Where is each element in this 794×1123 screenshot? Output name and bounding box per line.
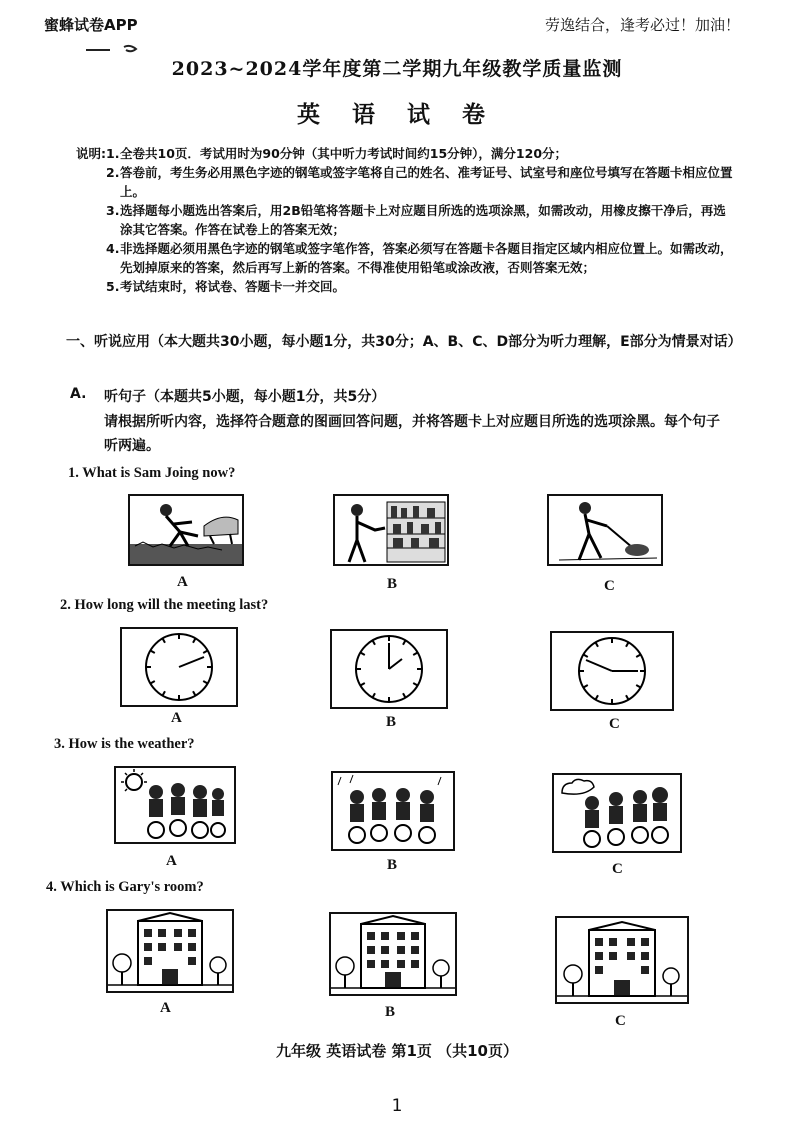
header-slogan: 劳逸结合，逢考必过！加油！ <box>544 16 740 34</box>
instruction-number: 4. <box>106 241 120 256</box>
option-label: B <box>387 857 398 873</box>
instruction-text: 非选择题必须用黑色字迹的钢笔或签字笔作答，答案必须写在答题卡各题目指定区域内相应位置上。如需改动，先划掉原来的答案，然后再写上新的答案。不得准使用铅笔或涂改液，否则答案无效； <box>120 241 733 275</box>
option-label: C <box>609 716 620 732</box>
instruction-number: 2. <box>106 165 120 180</box>
cyclists-sunny-picture <box>114 766 236 844</box>
instruction-text: 全卷共10页．考试用时为90分钟（其中听力考试时间约15分钟），满分120分； <box>120 146 568 161</box>
option-label: B <box>385 1004 396 1020</box>
option-label: C <box>612 861 623 877</box>
option-label: B <box>386 714 397 730</box>
cyclists-cloudy-picture <box>552 773 682 853</box>
instruction-item <box>76 201 736 239</box>
option-label: C <box>615 1013 626 1029</box>
instruction-item <box>76 277 736 296</box>
option-label: A <box>177 574 188 590</box>
clock-half-hour-picture <box>330 629 448 709</box>
option-label: A <box>171 710 182 726</box>
question-text: 2. How long will the meeting last? <box>60 597 269 613</box>
exam-instructions <box>76 144 736 296</box>
question-text: 1. What is Sam Joing now? <box>68 465 236 481</box>
cyclists-rain-picture <box>331 771 455 851</box>
building-room-a-picture <box>106 909 234 993</box>
instruction-number: 1. <box>106 146 120 161</box>
part-title: 听句子（本题共5小题，每小题1分，共5分） <box>104 389 386 405</box>
clock-forty-minutes-picture <box>550 631 674 711</box>
option-label: A <box>166 853 177 869</box>
building-room-c-picture <box>555 916 689 1004</box>
exam-subject: 英 语 试 卷 <box>296 101 498 128</box>
pen-mark-decoration <box>84 44 144 54</box>
question-text: 3. How is the weather? <box>54 736 195 752</box>
part-label: A. <box>70 386 87 402</box>
instruction-item <box>76 239 736 277</box>
man-mowing-lawn-picture <box>547 494 663 566</box>
option-label: A <box>160 1000 171 1016</box>
building-room-b-picture <box>329 912 457 996</box>
instruction-text: 考试结束时，将试卷、答题卡一并交回。 <box>120 279 346 294</box>
instruction-text: 选择题每小题选出答案后，用2B铅笔将答题卡上对应题目所选的选项涂黑，如需改动，用橡皮擦干净后，再选涂其它答案。作答在试卷上的答案无效； <box>120 203 726 237</box>
app-brand-label: 蜜蜂试卷APP <box>44 16 138 34</box>
exam-title: 2023~2024学年度第二学期九年级教学质量监测 <box>171 58 623 80</box>
instruction-number: 5. <box>106 279 120 294</box>
man-cooking-picture <box>128 494 244 566</box>
instruction-number: 3. <box>106 203 120 218</box>
instruction-text: 答卷前，考生务必用黑色字迹的钢笔或签字笔将自己的姓名、准考证号、试室号和座位号填写在答题卡相应位置上。 <box>120 165 733 199</box>
section-title: 一、听说应用（本大题共30小题，每小题1分，共30分；A、B、C、D部分为听力理解，E部分为情景对话） <box>66 334 742 350</box>
page-number: 1 <box>391 1096 403 1116</box>
instruction-label: 说明: <box>76 146 106 161</box>
question-text: 4. Which is Gary's room? <box>46 879 204 895</box>
instruction-item <box>76 163 736 201</box>
page-footer: 九年级 英语试卷 第1页 （共10页） <box>276 1042 518 1060</box>
option-label: C <box>604 578 615 594</box>
option-label: B <box>387 576 398 592</box>
instruction-item <box>76 144 736 163</box>
part-instruction: 请根据所听内容，选择符合题意的图画回答问题，并将答题卡上对应题目所选的选项涂黑。每个句子听两遍。 <box>104 414 720 454</box>
man-shopping-picture <box>333 494 449 566</box>
clock-quarter-hour-picture <box>120 627 238 707</box>
